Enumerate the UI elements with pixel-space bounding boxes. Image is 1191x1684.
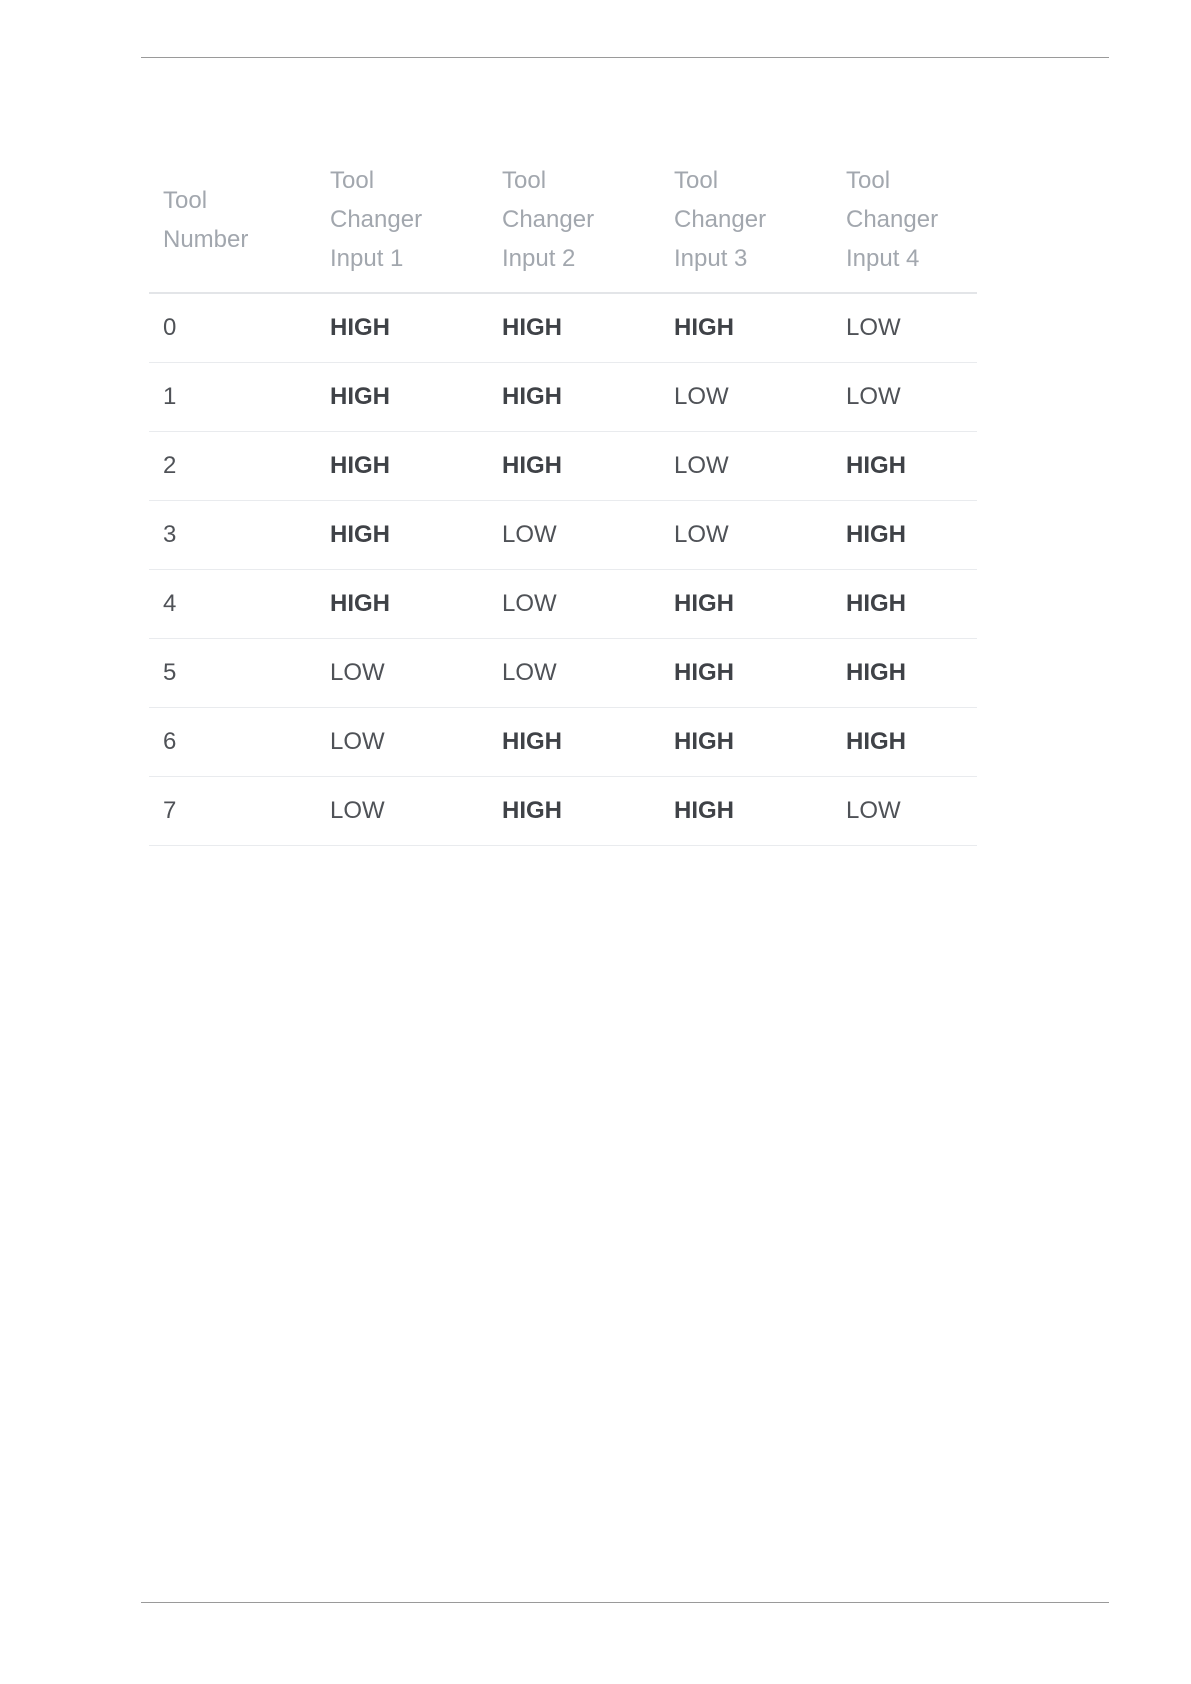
table-header-row — [149, 150, 977, 293]
input-1-cell: HIGH — [316, 363, 488, 432]
input-1-cell: HIGH — [316, 293, 488, 363]
header-tool-changer-input-4: Tool Changer Input 4 — [832, 150, 977, 293]
input-2-cell: HIGH — [488, 293, 660, 363]
input-2-cell: HIGH — [488, 708, 660, 777]
table-row — [149, 777, 977, 846]
input-3-cell: LOW — [660, 363, 832, 432]
header-tool-changer-input-3: Tool Changer Input 3 — [660, 150, 832, 293]
tool-number-cell: 5 — [149, 639, 316, 708]
input-1-cell: HIGH — [316, 570, 488, 639]
header-tool-changer-input-2: Tool Changer Input 2 — [488, 150, 660, 293]
table-row — [149, 570, 977, 639]
input-3-cell: HIGH — [660, 639, 832, 708]
input-2-cell: LOW — [488, 501, 660, 570]
header-tool-changer-input-1: Tool Changer Input 1 — [316, 150, 488, 293]
tool-number-cell: 7 — [149, 777, 316, 846]
input-4-cell: HIGH — [832, 570, 977, 639]
header-tool-number: Tool Number — [149, 150, 316, 293]
tool-number-cell: 1 — [149, 363, 316, 432]
input-4-cell: LOW — [832, 363, 977, 432]
tool-number-cell: 3 — [149, 501, 316, 570]
input-3-cell: HIGH — [660, 293, 832, 363]
tool-number-cell: 6 — [149, 708, 316, 777]
input-1-cell: LOW — [316, 708, 488, 777]
input-2-cell: LOW — [488, 570, 660, 639]
input-1-cell: LOW — [316, 777, 488, 846]
table-row — [149, 432, 977, 501]
table-row — [149, 293, 977, 363]
input-2-cell: LOW — [488, 639, 660, 708]
tool-number-cell: 4 — [149, 570, 316, 639]
tool-changer-input-table — [149, 150, 977, 846]
input-2-cell: HIGH — [488, 432, 660, 501]
header-rule — [141, 57, 1109, 58]
input-2-cell: HIGH — [488, 363, 660, 432]
input-4-cell: HIGH — [832, 639, 977, 708]
tool-number-cell: 0 — [149, 293, 316, 363]
input-4-cell: LOW — [832, 777, 977, 846]
input-3-cell: LOW — [660, 432, 832, 501]
input-4-cell: HIGH — [832, 432, 977, 501]
input-1-cell: HIGH — [316, 501, 488, 570]
input-4-cell: HIGH — [832, 501, 977, 570]
tool-number-cell: 2 — [149, 432, 316, 501]
footer-rule — [141, 1602, 1109, 1603]
input-1-cell: LOW — [316, 639, 488, 708]
table-row — [149, 363, 977, 432]
table-row — [149, 708, 977, 777]
input-3-cell: HIGH — [660, 777, 832, 846]
input-3-cell: LOW — [660, 501, 832, 570]
input-1-cell: HIGH — [316, 432, 488, 501]
table-row — [149, 639, 977, 708]
input-4-cell: LOW — [832, 293, 977, 363]
input-4-cell: HIGH — [832, 708, 977, 777]
input-2-cell: HIGH — [488, 777, 660, 846]
input-3-cell: HIGH — [660, 708, 832, 777]
input-3-cell: HIGH — [660, 570, 832, 639]
table-row — [149, 501, 977, 570]
